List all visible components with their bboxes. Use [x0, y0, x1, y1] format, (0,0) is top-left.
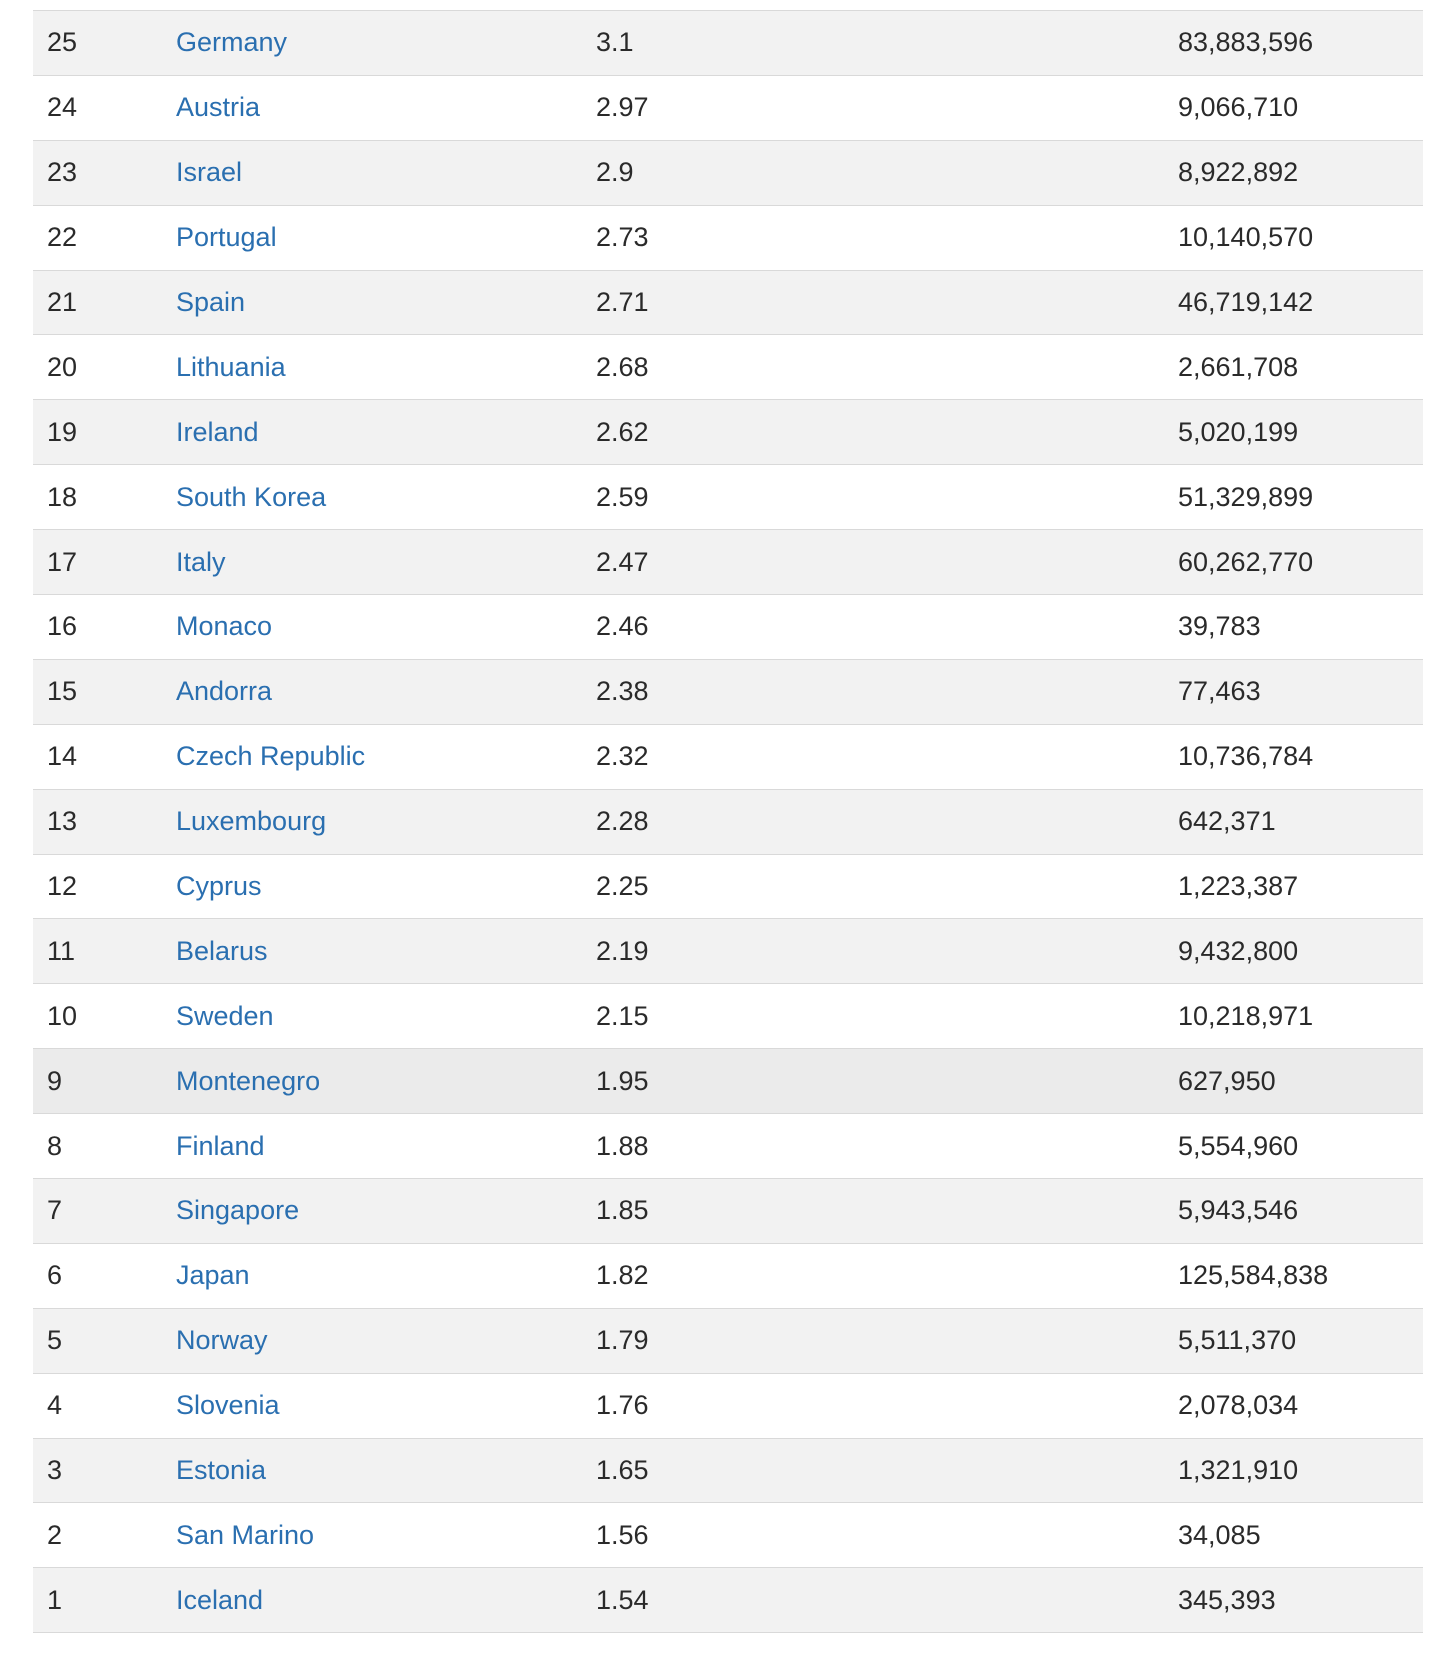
rate-cell: 1.79 — [582, 1308, 1164, 1373]
country-cell — [162, 1568, 582, 1633]
rate-cell: 2.25 — [582, 854, 1164, 919]
country-cell — [162, 659, 582, 724]
rate-cell: 1.76 — [582, 1373, 1164, 1438]
population-cell: 60,262,770 — [1164, 530, 1423, 595]
country-cell — [162, 1114, 582, 1179]
ranking-table — [33, 10, 1423, 1633]
rank-cell: 13 — [33, 789, 162, 854]
country-cell — [162, 919, 582, 984]
table-row — [33, 400, 1423, 465]
rank-cell: 18 — [33, 465, 162, 530]
country-cell — [162, 1373, 582, 1438]
table-row — [33, 530, 1423, 595]
population-cell: 627,950 — [1164, 1049, 1423, 1114]
population-cell: 10,736,784 — [1164, 724, 1423, 789]
country-link[interactable]: Czech Republic — [176, 741, 366, 772]
population-cell: 5,020,199 — [1164, 400, 1423, 465]
country-cell — [162, 1243, 582, 1308]
rank-cell: 10 — [33, 984, 162, 1049]
population-cell: 1,223,387 — [1164, 854, 1423, 919]
table-row — [33, 1373, 1423, 1438]
population-cell: 1,321,910 — [1164, 1438, 1423, 1503]
table-row — [33, 1503, 1423, 1568]
rate-cell: 2.68 — [582, 335, 1164, 400]
table-row — [33, 1049, 1423, 1114]
country-link[interactable]: Ireland — [176, 416, 259, 447]
country-cell — [162, 595, 582, 660]
rank-cell: 21 — [33, 270, 162, 335]
rank-cell: 24 — [33, 75, 162, 140]
table-row — [33, 335, 1423, 400]
table-row — [33, 1243, 1423, 1308]
population-cell: 642,371 — [1164, 789, 1423, 854]
rate-cell: 2.38 — [582, 659, 1164, 724]
rate-cell: 2.59 — [582, 465, 1164, 530]
country-link[interactable]: Italy — [176, 546, 226, 577]
population-cell: 83,883,596 — [1164, 11, 1423, 76]
population-cell: 5,554,960 — [1164, 1114, 1423, 1179]
country-link[interactable]: Cyprus — [176, 871, 262, 902]
population-cell: 9,066,710 — [1164, 75, 1423, 140]
table-row — [33, 11, 1423, 76]
table-row — [33, 140, 1423, 205]
rate-cell: 2.19 — [582, 919, 1164, 984]
table-row — [33, 75, 1423, 140]
table-row — [33, 595, 1423, 660]
country-link[interactable]: Montenegro — [176, 1065, 321, 1096]
rank-cell: 19 — [33, 400, 162, 465]
population-cell: 10,140,570 — [1164, 205, 1423, 270]
country-cell — [162, 789, 582, 854]
country-cell — [162, 335, 582, 400]
population-cell: 77,463 — [1164, 659, 1423, 724]
rate-cell: 1.95 — [582, 1049, 1164, 1114]
population-cell: 8,922,892 — [1164, 140, 1423, 205]
population-cell: 9,432,800 — [1164, 919, 1423, 984]
rate-cell: 3.1 — [582, 11, 1164, 76]
country-link[interactable]: Israel — [176, 157, 243, 188]
population-cell: 39,783 — [1164, 595, 1423, 660]
rank-cell: 9 — [33, 1049, 162, 1114]
rate-cell: 1.82 — [582, 1243, 1164, 1308]
country-link[interactable]: Slovenia — [176, 1390, 280, 1421]
table-row — [33, 205, 1423, 270]
rank-cell: 22 — [33, 205, 162, 270]
rate-cell: 2.62 — [582, 400, 1164, 465]
country-cell — [162, 1438, 582, 1503]
rank-cell: 1 — [33, 1568, 162, 1633]
table-row — [33, 724, 1423, 789]
table-row — [33, 1114, 1423, 1179]
rank-cell: 5 — [33, 1308, 162, 1373]
country-cell — [162, 1179, 582, 1244]
table-row — [33, 984, 1423, 1049]
rank-cell: 17 — [33, 530, 162, 595]
country-link[interactable]: Luxembourg — [176, 806, 327, 837]
country-link[interactable]: Lithuania — [176, 351, 286, 382]
country-cell — [162, 270, 582, 335]
rate-cell: 2.47 — [582, 530, 1164, 595]
rank-cell: 7 — [33, 1179, 162, 1244]
table-row — [33, 270, 1423, 335]
population-cell: 125,584,838 — [1164, 1243, 1423, 1308]
rank-cell: 16 — [33, 595, 162, 660]
population-cell: 46,719,142 — [1164, 270, 1423, 335]
table-row — [33, 854, 1423, 919]
country-link[interactable]: Monaco — [176, 611, 273, 642]
table-row — [33, 1308, 1423, 1373]
country-link[interactable]: San Marino — [176, 1519, 315, 1550]
rank-cell: 15 — [33, 659, 162, 724]
country-link[interactable]: Finland — [176, 1130, 265, 1161]
table-body — [33, 11, 1423, 1633]
table-row — [33, 1438, 1423, 1503]
country-cell — [162, 400, 582, 465]
population-cell: 5,943,546 — [1164, 1179, 1423, 1244]
rank-cell: 11 — [33, 919, 162, 984]
rate-cell: 2.46 — [582, 595, 1164, 660]
table-row — [33, 465, 1423, 530]
population-cell: 5,511,370 — [1164, 1308, 1423, 1373]
country-cell — [162, 854, 582, 919]
country-cell — [162, 465, 582, 530]
rate-cell: 1.65 — [582, 1438, 1164, 1503]
country-link[interactable]: Japan — [176, 1260, 250, 1291]
rate-cell: 2.28 — [582, 789, 1164, 854]
rate-cell: 2.73 — [582, 205, 1164, 270]
table-row — [33, 659, 1423, 724]
country-link[interactable]: Singapore — [176, 1195, 300, 1226]
country-link[interactable]: South Korea — [176, 481, 327, 512]
country-cell — [162, 530, 582, 595]
country-link[interactable]: Andorra — [176, 676, 273, 707]
population-cell: 51,329,899 — [1164, 465, 1423, 530]
rank-cell: 20 — [33, 335, 162, 400]
rank-cell: 23 — [33, 140, 162, 205]
rate-cell: 2.71 — [582, 270, 1164, 335]
country-link[interactable]: Spain — [176, 287, 246, 317]
table-row — [33, 1568, 1423, 1633]
population-cell: 10,218,971 — [1164, 984, 1423, 1049]
country-cell — [162, 1049, 582, 1114]
rank-cell: 14 — [33, 724, 162, 789]
rate-cell: 2.9 — [582, 140, 1164, 205]
rank-cell: 3 — [33, 1438, 162, 1503]
country-cell — [162, 1308, 582, 1373]
country-cell — [162, 75, 582, 140]
rate-cell: 1.88 — [582, 1114, 1164, 1179]
country-cell — [162, 724, 582, 789]
rank-cell: 25 — [33, 11, 162, 76]
population-cell: 34,085 — [1164, 1503, 1423, 1568]
rate-cell: 2.15 — [582, 984, 1164, 1049]
country-cell — [162, 140, 582, 205]
country-link[interactable]: Sweden — [176, 1000, 274, 1031]
population-cell: 2,078,034 — [1164, 1373, 1423, 1438]
population-cell: 345,393 — [1164, 1568, 1423, 1633]
rate-cell: 2.32 — [582, 724, 1164, 789]
country-link[interactable]: Iceland — [176, 1584, 264, 1615]
rate-cell: 1.56 — [582, 1503, 1164, 1568]
rate-cell: 1.54 — [582, 1568, 1164, 1633]
rank-cell: 12 — [33, 854, 162, 919]
country-link[interactable]: Germany — [176, 27, 288, 58]
country-cell — [162, 205, 582, 270]
country-link[interactable]: Belarus — [176, 935, 268, 966]
country-cell — [162, 11, 582, 76]
rank-cell: 6 — [33, 1243, 162, 1308]
country-cell — [162, 1503, 582, 1568]
population-cell: 2,661,708 — [1164, 335, 1423, 400]
table-row — [33, 1179, 1423, 1244]
country-link[interactable]: Portugal — [176, 222, 277, 253]
rank-cell: 4 — [33, 1373, 162, 1438]
country-link[interactable]: Norway — [176, 1325, 268, 1356]
rank-cell: 8 — [33, 1114, 162, 1179]
country-link[interactable]: Estonia — [176, 1455, 267, 1486]
rank-cell: 2 — [33, 1503, 162, 1568]
country-cell — [162, 984, 582, 1049]
ranking-table-container — [33, 10, 1423, 1633]
country-link[interactable]: Austria — [176, 92, 261, 123]
rate-cell: 2.97 — [582, 75, 1164, 140]
table-row — [33, 789, 1423, 854]
rate-cell: 1.85 — [582, 1179, 1164, 1244]
table-row — [33, 919, 1423, 984]
